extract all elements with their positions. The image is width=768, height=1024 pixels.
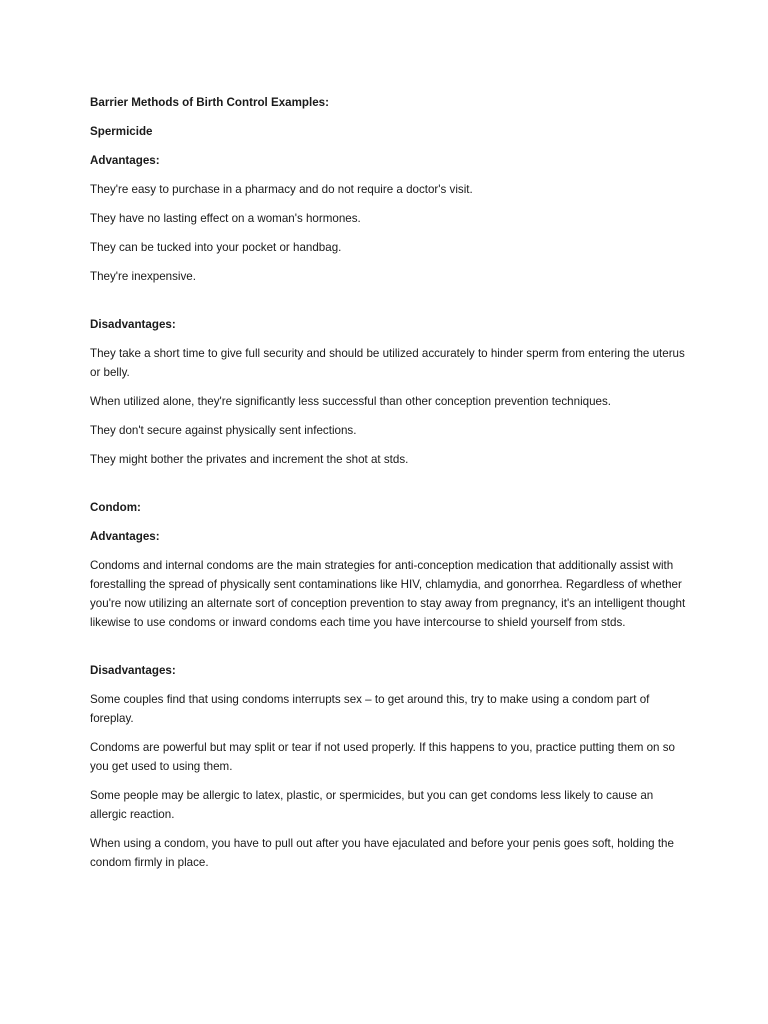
condom-disadvantage-3: Some people may be allergic to latex, plastic, or spermicides, but you can get condoms less likely to cause an allergic reaction.: [90, 789, 654, 821]
document-page: [90, 93, 688, 882]
condom-disadvantage-4: When using a condom, you have to pull out after you have ejaculated and before your penis goes soft, holding the condom firmly in place.: [90, 837, 674, 869]
condom-disadvantage-1: Some couples find that using condoms interrupts sex – to get around this, try to make using a condom part of foreplay.: [90, 693, 650, 725]
spermicide-advantages-label: Advantages:: [90, 154, 160, 167]
section-spacer: [90, 296, 688, 315]
spermicide-advantage-2: They have no lasting effect on a woman's hormones.: [90, 212, 361, 225]
condom-advantages-label: Advantages:: [90, 530, 160, 543]
spermicide-disadvantage-1: They take a short time to give full security and should be utilized accurately to hinder sperm from entering the uterus or belly.: [90, 347, 685, 379]
spermicide-heading: Spermicide: [90, 125, 153, 138]
spermicide-advantage-1: They're easy to purchase in a pharmacy and do not require a doctor's visit.: [90, 183, 473, 196]
spermicide-advantage-4: They're inexpensive.: [90, 270, 196, 283]
condom-heading: Condom:: [90, 501, 141, 514]
spermicide-disadvantage-4: They might bother the privates and increment the shot at stds.: [90, 453, 409, 466]
spermicide-advantage-3: They can be tucked into your pocket or handbag.: [90, 241, 342, 254]
section-spacer: [90, 479, 688, 498]
condom-disadvantages-label: Disadvantages:: [90, 664, 176, 677]
condom-disadvantage-2: Condoms are powerful but may split or tear if not used properly. If this happens to you, practice putting them on so you get used to using them.: [90, 741, 675, 773]
spermicide-disadvantages-label: Disadvantages:: [90, 318, 176, 331]
spermicide-disadvantage-2: When utilized alone, they're significantly less successful than other conception prevention techniques.: [90, 395, 612, 408]
spermicide-disadvantage-3: They don't secure against physically sent infections.: [90, 424, 357, 437]
document-title: Barrier Methods of Birth Control Examples:: [90, 96, 329, 109]
section-spacer: [90, 642, 688, 661]
condom-advantage-1: Condoms and internal condoms are the main strategies for anti-conception medication that additionally assist with forestalling the spread of physically sent contaminations like HIV, chlamydia, and gonorrhea. Regardless of whether you're now utilizing an alternate sort of conception prevention to stay away from pregnancy, it's an intelligent thought likewise to use condoms or inward condoms each time you have intercourse to shield yourself from stds.: [90, 559, 686, 629]
